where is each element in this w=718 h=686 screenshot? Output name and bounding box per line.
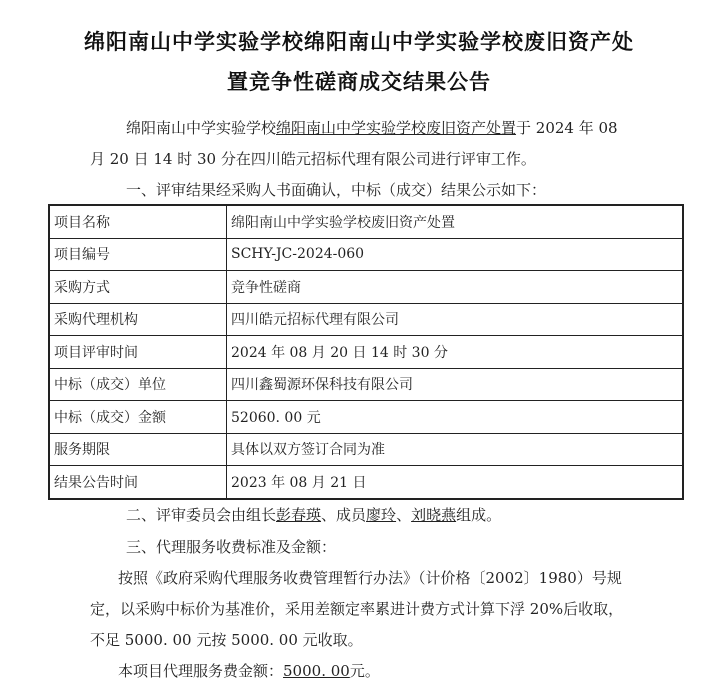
intro-paragraph-line-1 — [126, 118, 618, 138]
row-key: 服务期限 — [49, 433, 227, 466]
row-key: 项目名称 — [49, 205, 227, 238]
table-row — [49, 238, 683, 271]
table-row — [49, 433, 683, 466]
project-name-link: 绵阳南山中学实验学校废旧资产处置 — [276, 119, 517, 137]
committee-member-2: 刘晓燕 — [411, 506, 457, 524]
intro-paragraph-line-2: 月 20 日 14 时 30 分在四川皓元招标代理有限公司进行评审工作。 — [90, 150, 536, 168]
result-table — [48, 204, 684, 500]
fee-label: 本项目代理服务费金额： — [118, 662, 284, 680]
fee-value: 5000. 00 — [283, 662, 350, 680]
table-row — [49, 466, 683, 499]
row-key: 中标（成交）单位 — [49, 368, 227, 401]
purchaser-name: 绵阳南山中学实验学校 — [126, 119, 277, 137]
table-row — [49, 368, 683, 401]
row-value: 竞争性磋商 — [227, 271, 684, 304]
row-value: 具体以双方签订合同为准 — [227, 433, 684, 466]
row-key: 项目评审时间 — [49, 336, 227, 369]
page-title-line-2: 置竞争性磋商成交结果公告 — [227, 70, 491, 94]
fee-paragraph-line-2: 定，以采购中标价为基准价，采用差额定率累进计费方式计算下浮 20%后收取， — [90, 600, 624, 618]
committee-prefix: 二、评审委员会由组长 — [126, 506, 277, 524]
committee-separator: 、成员 — [321, 506, 367, 524]
fee-paragraph-line-1: 按照《政府采购代理服务收费管理暂行办法》（计价格〔2002〕1980）号规 — [118, 569, 622, 587]
section-2-committee — [126, 505, 501, 525]
section-3-heading: 三、代理服务收费标准及金额： — [126, 538, 337, 556]
table-row — [49, 205, 683, 238]
row-value: 四川鑫蜀源环保科技有限公司 — [227, 368, 684, 401]
row-value: SCHY-JC-2024-060 — [227, 238, 684, 271]
row-key: 结果公告时间 — [49, 466, 227, 499]
row-value: 四川皓元招标代理有限公司 — [227, 303, 684, 336]
row-value: 52060. 00 元 — [227, 401, 684, 434]
table-row — [49, 303, 683, 336]
fee-paragraph-line-3: 不足 5000. 00 元按 5000. 00 元收取。 — [90, 631, 363, 649]
row-value: 2024 年 08 月 20 日 14 时 30 分 — [227, 336, 684, 369]
fee-amount-line — [118, 661, 380, 681]
committee-member-1: 廖玲 — [366, 506, 397, 524]
fee-unit: 元。 — [349, 662, 380, 680]
row-key: 采购方式 — [49, 271, 227, 304]
table-row — [49, 336, 683, 369]
row-key: 项目编号 — [49, 238, 227, 271]
row-value: 2023 年 08 月 21 日 — [227, 466, 684, 499]
table-row — [49, 271, 683, 304]
committee-suffix: 组成。 — [456, 506, 502, 524]
intro-text: 于 2024 年 08 — [516, 119, 618, 137]
section-1-heading: 一、评审结果经采购人书面确认，中标（成交）结果公示如下： — [126, 181, 547, 199]
row-value: 绵阳南山中学实验学校废旧资产处置 — [227, 205, 684, 238]
page-title-line-1: 绵阳南山中学实验学校绵阳南山中学实验学校废旧资产处 — [84, 30, 634, 54]
table-row — [49, 401, 683, 434]
committee-separator: 、 — [396, 506, 412, 524]
row-key: 中标（成交）金额 — [49, 401, 227, 434]
committee-leader: 彭春瑛 — [276, 506, 322, 524]
row-key: 采购代理机构 — [49, 303, 227, 336]
